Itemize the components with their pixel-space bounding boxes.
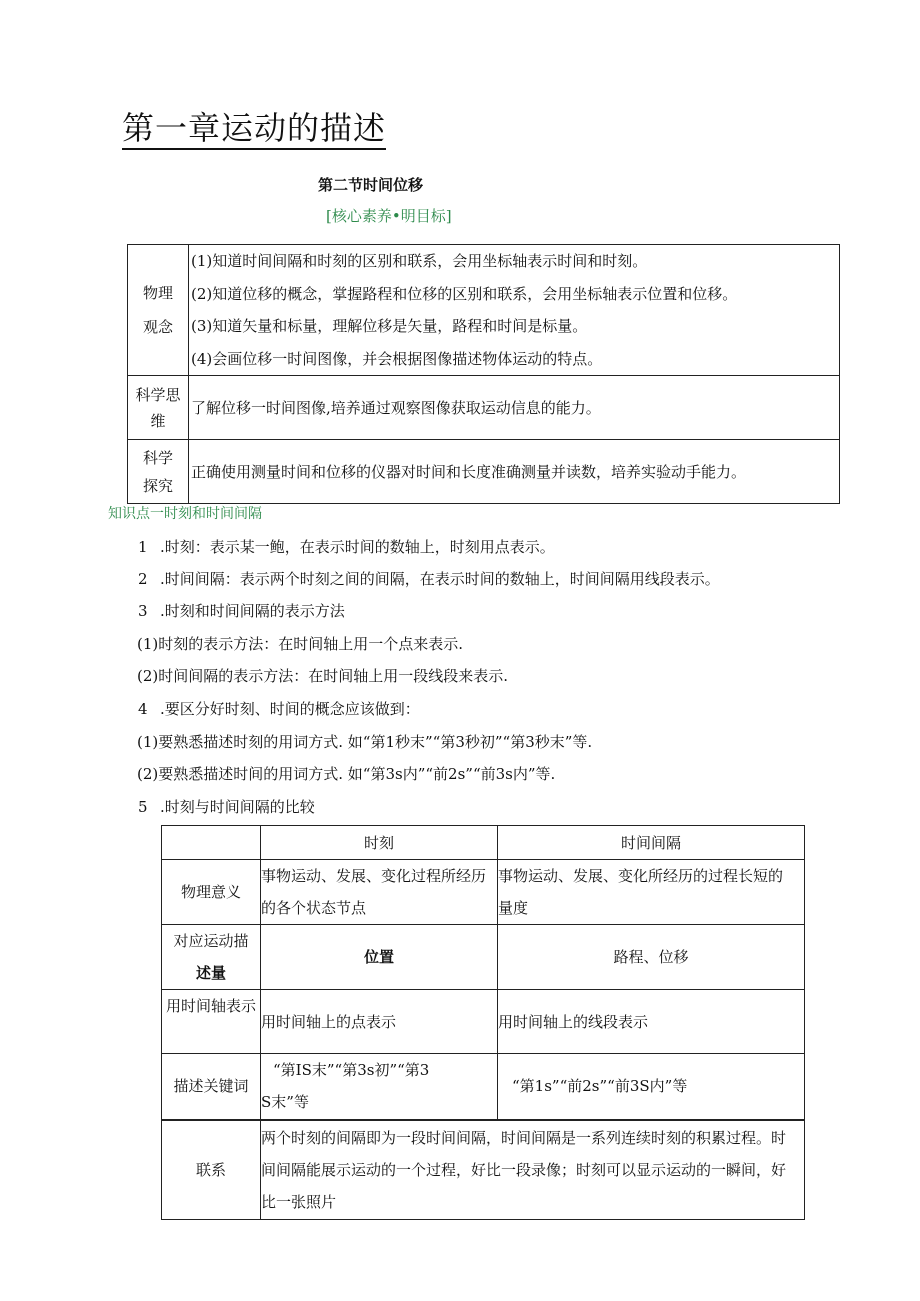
paragraph-number: 5 — [138, 798, 148, 816]
goals-content-physics-concept — [189, 245, 840, 376]
chapter-title: 第一章运动的描述 — [122, 110, 386, 150]
quantity-interval: 路程、位移 — [498, 925, 805, 990]
paragraph-text: .时刻与时间间隔的比较 — [160, 798, 315, 816]
paragraph-number: 3 — [138, 602, 148, 620]
goal-item: (2)知道位移的概念，掌握路程和位移的区别和联系，会用坐标轴表示位置和位移。 — [191, 284, 738, 303]
paragraph-text: .时刻：表示某一鲍，在表示时间的数轴上，时刻用点表示。 — [160, 538, 555, 556]
comparison-row-meaning — [162, 860, 805, 925]
goals-row-physics-concept — [128, 245, 840, 376]
knowledge-point-heading: 知识点一时刻和时间间隔 — [108, 506, 262, 522]
keywords-moment — [261, 1054, 498, 1120]
category-line: 科学 — [142, 448, 173, 467]
section-title: 第二节时间位移 — [318, 176, 424, 194]
quantity-moment: 位置 — [261, 925, 498, 990]
core-literacy-goals-label: [核心素养•明目标] — [326, 207, 452, 225]
row-label-meaning: 物理意义 — [162, 860, 261, 925]
cell-line: 间间隔能展示运动的一个过程，好比一段录像；时刻可以显示运动的一瞬间，好 — [261, 1160, 787, 1179]
paragraph-number: 4 — [138, 700, 148, 718]
category-line: 探究 — [142, 476, 173, 495]
keywords-interval: “第1s”“前2s”“前3S内”等 — [498, 1054, 805, 1120]
paragraph-representation — [138, 600, 345, 621]
category-line: 科学思 — [135, 385, 181, 404]
goals-category-scientific-thinking — [128, 376, 189, 440]
paragraph-interval-wording: (2)要熟悉描述时间的用词方式. 如“第3s内”“前2s”“前3s内”等. — [137, 765, 556, 783]
axis-moment: 用时间轴上的点表示 — [261, 990, 498, 1054]
paragraph-text: .时间间隔：表示两个时刻之间的间隔，在表示时间的数轴上，时间间隔用线段表示。 — [160, 570, 720, 588]
goals-category-physics-concept — [128, 245, 189, 376]
paragraph-moment-representation: (1)时刻的表示方法：在时间轴上用一个点来表示. — [137, 635, 464, 653]
goal-item: (1)知道时间间隔和时刻的区别和联系，会用坐标轴表示时间和时刻。 — [191, 252, 648, 270]
paragraph-interval-representation: (2)时间间隔的表示方法：在时间轴上用一段线段来表示. — [137, 667, 509, 685]
row-label-quantity — [162, 925, 261, 990]
relation-content — [261, 1120, 805, 1220]
cell-line: 述量 — [195, 964, 226, 982]
row-label-relation: 联系 — [162, 1120, 261, 1220]
row-label-keywords: 描述关键词 — [162, 1054, 261, 1120]
row-label-axis: 用时间轴表示 — [162, 990, 261, 1054]
goals-content-scientific-thinking: 了解位移一时间图像,培养通过观察图像获取运动信息的能力。 — [189, 376, 840, 440]
cell-line: 对应运动描 — [173, 932, 249, 950]
paragraph-interval — [138, 568, 720, 589]
comparison-header-moment: 时刻 — [261, 826, 498, 860]
goals-content-scientific-inquiry: 正确使用测量时间和位移的仪器对时间和长度准确测量并读数，培养实验动手能力。 — [189, 440, 840, 504]
cell-line: 事物运动、发展、变化过程所经历 — [261, 867, 487, 885]
cell-line: 两个时刻的间隔即为一段时间间隔，时间间隔是一系列连续时刻的积累过程。时 — [261, 1128, 787, 1147]
paragraph-moment-wording: (1)要熟悉描述时刻的用词方式. 如“第1秒末”“第3秒初”“第3秒末”等. — [137, 733, 593, 751]
paragraph-distinguish — [138, 698, 420, 719]
goals-row-scientific-inquiry — [128, 440, 840, 504]
cell-line: 量度 — [498, 899, 529, 917]
axis-interval: 用时间轴上的线段表示 — [498, 990, 805, 1054]
comparison-row-quantity — [162, 925, 805, 990]
category-line: 物理 — [142, 284, 173, 302]
comparison-row-keywords — [162, 1054, 805, 1120]
cell-line: 比一张照片 — [261, 1192, 337, 1211]
comparison-corner-cell — [162, 826, 261, 860]
paragraph-text: .要区分好时刻、时间的概念应该做到： — [160, 700, 420, 718]
goals-row-scientific-thinking — [128, 376, 840, 440]
meaning-interval — [498, 860, 805, 925]
goal-item: (4)会画位移一时间图像，并会根据图像描述物体运动的特点。 — [191, 349, 603, 368]
cell-line: 的各个状态节点 — [261, 899, 367, 917]
paragraph-comparison — [138, 796, 315, 817]
comparison-row-relation — [162, 1120, 805, 1220]
cell-line: S末”等 — [261, 1093, 309, 1112]
moment-interval-comparison-table — [161, 825, 805, 1220]
comparison-header-row — [162, 826, 805, 860]
category-line: 维 — [150, 411, 166, 430]
learning-goals-table — [127, 244, 840, 504]
paragraph-moment — [138, 536, 555, 557]
paragraph-text: .时刻和时间间隔的表示方法 — [160, 602, 345, 620]
goal-item: (3)知道矢量和标量，理解位移是矢量，路程和时间是标量。 — [191, 317, 588, 335]
comparison-header-interval: 时间间隔 — [498, 826, 805, 860]
comparison-row-axis — [162, 990, 805, 1054]
cell-line: 事物运动、发展、变化所经历的过程长短的 — [498, 867, 784, 885]
paragraph-number: 1 — [138, 538, 148, 556]
goals-category-scientific-inquiry — [128, 440, 189, 504]
cell-line: “第IS末”“第3s初”“第3 — [273, 1061, 430, 1080]
meaning-moment — [261, 860, 498, 925]
category-line: 观念 — [142, 318, 173, 336]
paragraph-number: 2 — [138, 570, 148, 588]
